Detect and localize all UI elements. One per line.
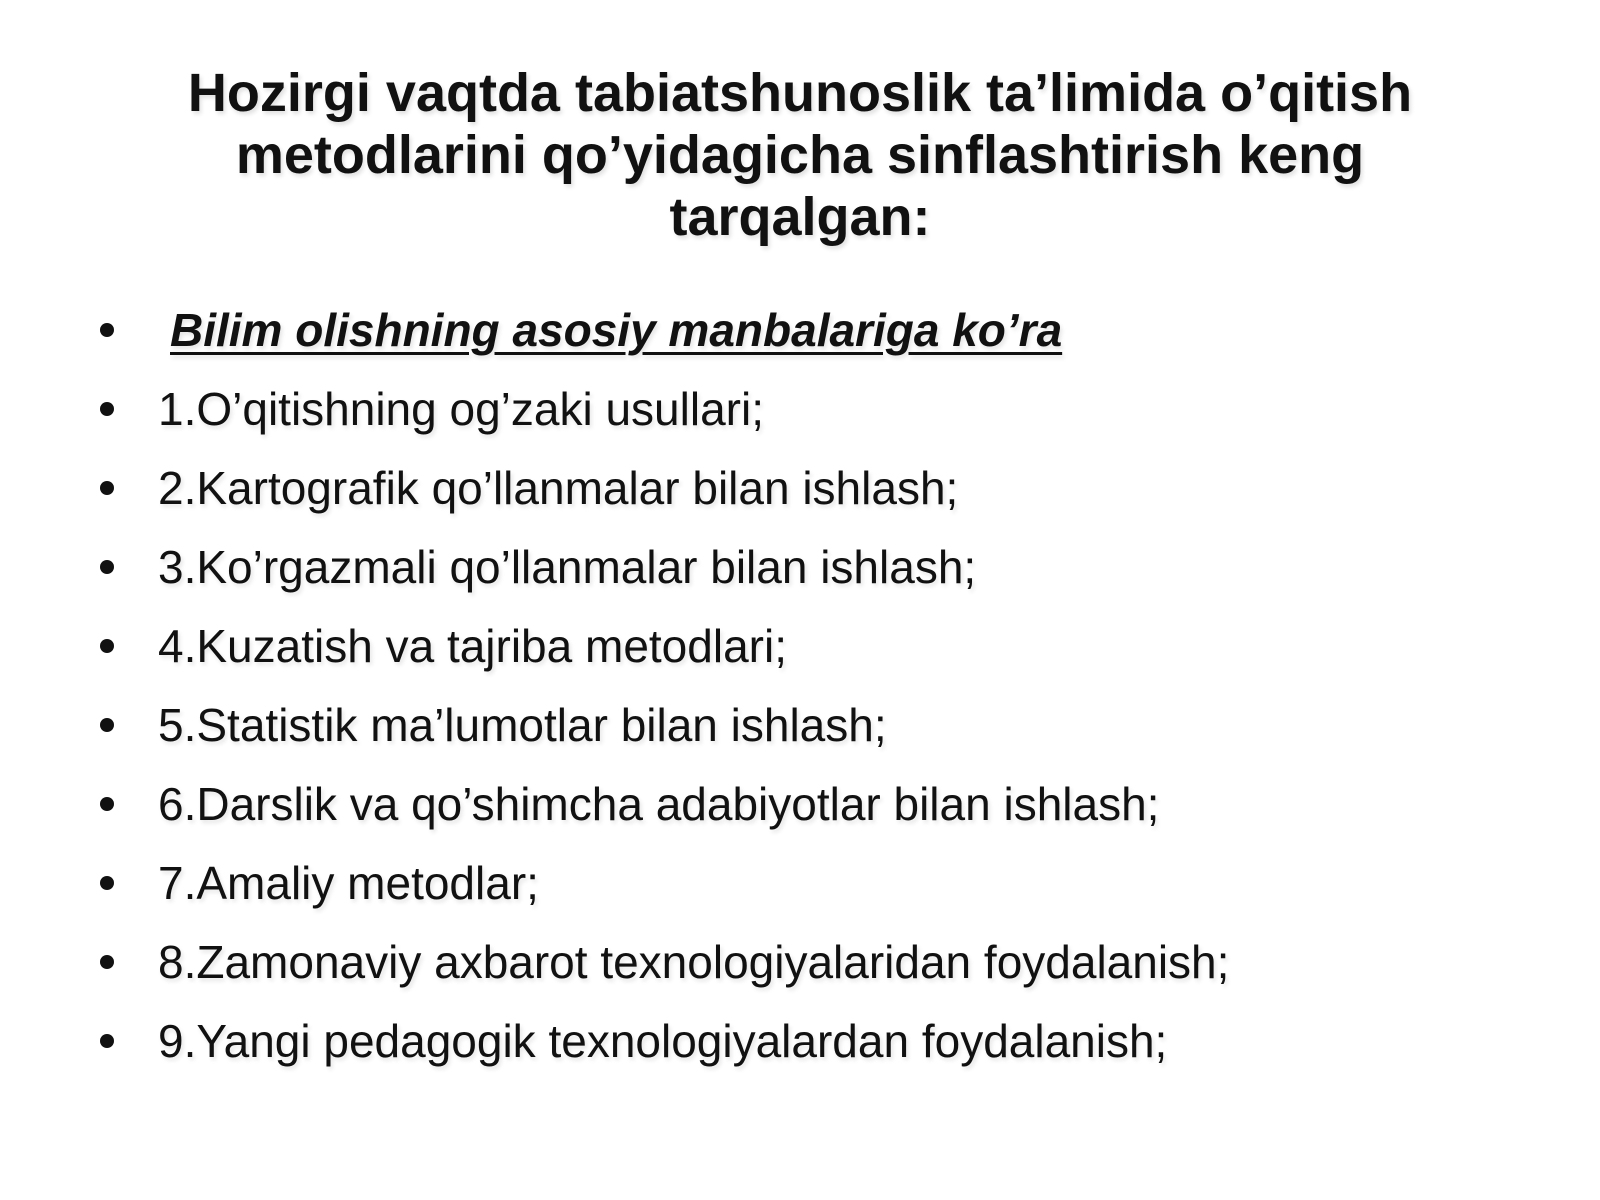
slide-title: Hozirgi vaqtda tabiatshunoslik ta’limida o’qitish metodlarini qo’yidagicha sinflashtirish keng tarqalgan: bbox=[187, 63, 1413, 247]
list-item bbox=[90, 369, 1510, 448]
list-item-text: 2.Kartografik qo’llanmalar bilan ishlash; bbox=[158, 461, 959, 514]
bullet-icon bbox=[100, 876, 114, 890]
list-item bbox=[90, 527, 1510, 606]
list-item-text: 7.Amaliy metodlar; bbox=[158, 856, 539, 909]
list-item bbox=[90, 843, 1510, 922]
list-item-text: 5.Statistik ma’lumotlar bilan ishlash; bbox=[158, 698, 887, 751]
bullet-icon bbox=[100, 560, 114, 574]
bullet-icon bbox=[100, 323, 114, 337]
bullet-icon bbox=[100, 797, 114, 811]
list-heading-text: Bilim olishning asosiy manbalariga ko’ra bbox=[170, 303, 1063, 356]
list-item-text: 1.O’qitishning og’zaki usullari; bbox=[158, 382, 764, 435]
list-item-text: 6.Darslik va qo’shimcha adabiyotlar bilan ishlash; bbox=[158, 777, 1160, 830]
bullet-icon bbox=[100, 1034, 114, 1048]
list-item bbox=[90, 922, 1510, 1001]
list-item-text: 8.Zamonaviy axbarot texnologiyalaridan foydalanish; bbox=[158, 935, 1230, 988]
list-item bbox=[90, 1001, 1510, 1080]
bullet-icon bbox=[100, 639, 114, 653]
bullet-icon bbox=[100, 402, 114, 416]
list-item bbox=[90, 685, 1510, 764]
list-item-text: 3.Ko’rgazmali qo’llanmalar bilan ishlash; bbox=[158, 540, 977, 593]
bullet-icon bbox=[100, 718, 114, 732]
bullet-icon bbox=[100, 955, 114, 969]
bullet-icon bbox=[100, 481, 114, 495]
list-item bbox=[90, 764, 1510, 843]
list-item-text: 4.Kuzatish va tajriba metodlari; bbox=[158, 619, 787, 672]
list-item bbox=[90, 448, 1510, 527]
list-item-text: 9.Yangi pedagogik texnologiyalardan foydalanish; bbox=[158, 1014, 1168, 1067]
list-item-heading bbox=[90, 290, 1510, 369]
list-item bbox=[90, 606, 1510, 685]
bullet-list bbox=[90, 290, 1510, 1080]
